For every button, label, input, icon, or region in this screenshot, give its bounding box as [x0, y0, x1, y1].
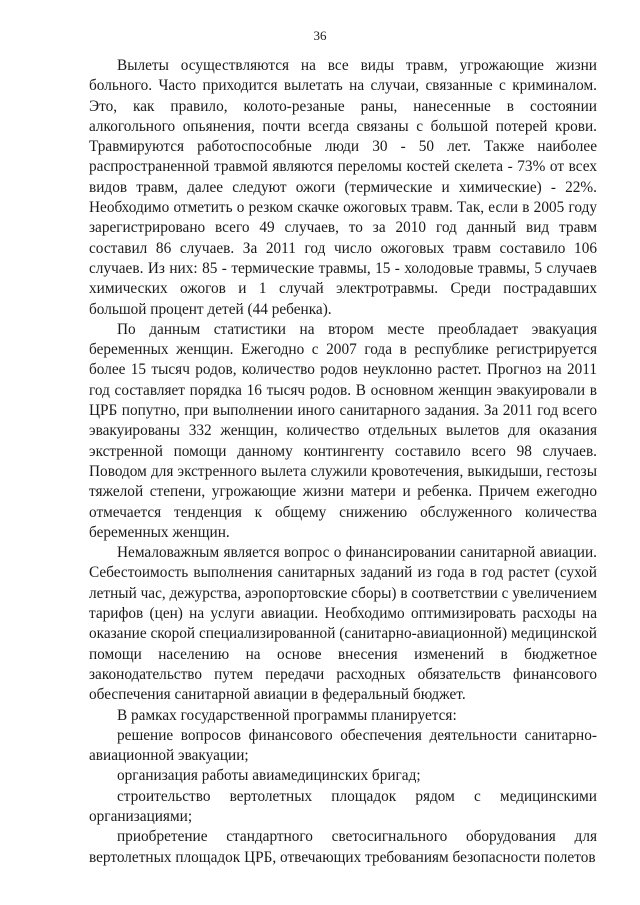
paragraph-pregnant-evacuation: По данным статистики на втором месте преобладает эвакуация беременных женщин. Ежегодно с 2007 года в республике регистрируется более 15 тысяч родов, количество родов неуклонно растет. Прогноз на 2011 год составляет порядка 16 тысяч родов. В основном женщин эвакуировали в ЦРБ попутно, при выполнении иного санитарного задания. За 2011 год всего эвакуированы 332 женщин, количество отдельных вылетов для оказания экстренной помощи данному контингенту составило всего 98 случаев. Поводом для экстренного вылета служили кровотечения, выкидыши, гестозы тяжелой степени, угрожающие жизни матери и ребенка. Причем ежегодно отмечается тенденция к общему снижению обслуженного количества беременных женщин. [89, 320, 597, 541]
paragraph-program-intro: В рамках государственной программы планируется: [117, 706, 457, 724]
paragraph-injuries: Вылеты осуществляются на все виды травм, угрожающие жизни больного. Часто приходится вылетать на случаи, связанные с криминалом. Это, как правило, колото-резаные раны, нанесенные в состоянии алкогольного опьянения, почти всегда связаны с большой потерей крови. Травмируются работоспособные люди 30 - 50 лет. Также наиболее распространенной травмой являются переломы костей скелета - 73% от всех видов травм, далее следуют ожоги (термические и химические) - 22%. Необходимо отметить о резком скачке ожоговых травм. Так, если в 2005 году зарегистрировано всего 49 случаев, то за 2010 год данный вид травм составил 86 случаев. За 2011 год число ожоговых травм составило 106 случаев. Из них: 85 - термические травмы, 15 - холодовые травмы, 5 случаев химических ожогов и 1 случай электротравмы. Среди пострадавших большой процент детей (44 ребенка). [89, 57, 597, 318]
page-number: 36 [313, 28, 327, 43]
list-item-brigades: организация работы авиамедицинских бригад; [117, 767, 421, 785]
document-body [89, 56, 597, 868]
list-item-lighting-equipment: приобретение стандартного светосигнального оборудования для вертолетных площадок ЦРБ, отвечающих требованиям безопасности полетов [89, 828, 597, 866]
paragraph-financing: Немаловажным является вопрос о финансировании санитарной авиации. Себестоимость выполнения санитарных заданий из года в год растет (сухой летный час, дежурства, аэропортовские сборы) в соответствии с увеличением тарифов (цен) на услуги авиации. Необходимо оптимизировать расходы на оказание скорой специализированной (санитарно-авиационной) медицинской помощи населению на основе внесения изменений в бюджетное законодательство путем передачи расходных обязательств финансового обеспечения санитарной авиации в федеральный бюджет. [89, 544, 597, 704]
list-item-helipads: строительство вертолетных площадок рядом с медицинскими организациями; [89, 787, 597, 825]
list-item-financing: решение вопросов финансового обеспечения деятельности санитарно-авиационной эвакуации; [89, 726, 597, 765]
